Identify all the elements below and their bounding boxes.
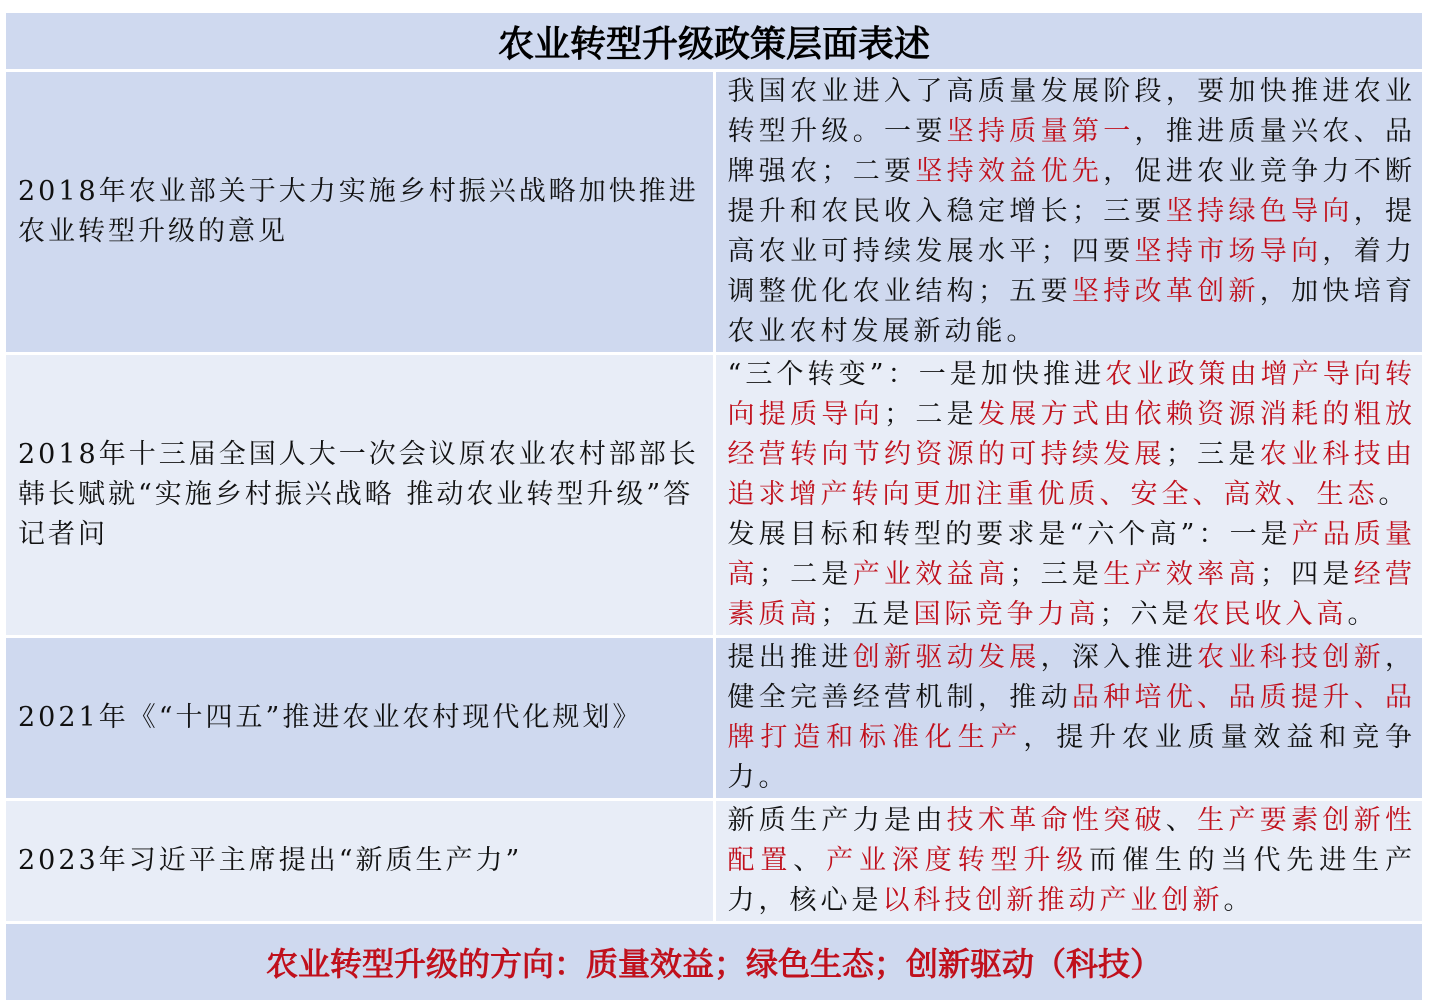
highlighted-text: 坚持效益优先 [915, 156, 1104, 187]
highlighted-text: 国际竞争力高 [913, 599, 1100, 630]
body-text: ，健全完善经营机制，推动 [727, 642, 1417, 713]
policy-source: 2018年农业部关于大力实施乡村振兴战略加快推进农业转型升级的意见 [5, 71, 715, 354]
body-text: ；二是 [884, 399, 978, 430]
body-text: 而催生的当代先进生产力，核心是 [727, 845, 1416, 916]
body-text: 我国农业进入了高质量发展阶段，要加快推进农业转型升级。一要 [727, 76, 1416, 147]
highlighted-text: 技术革命性突破 [946, 805, 1166, 836]
highlighted-text: 品种培优、品质提升、品牌打造和标准化生产 [727, 682, 1417, 753]
policy-content [714, 71, 1424, 354]
highlighted-text: 坚持改革创新 [1071, 276, 1260, 307]
body-text: “三个转变”：一是加快推进 [727, 359, 1106, 390]
highlighted-text: 生产效率高 [1103, 559, 1260, 590]
body-text: ，推进质量兴农、品牌强农；二要 [727, 116, 1417, 187]
highlighted-text: 农民收入高 [1192, 599, 1348, 630]
table-row [5, 637, 1424, 800]
title-row [5, 12, 1424, 71]
highlighted-text: 农业政策由增产导向转向提质导向 [727, 359, 1417, 430]
body-text: ，提升农业质量效益和竞争力。 [727, 722, 1416, 793]
body-text: ；三是 [1009, 559, 1104, 590]
highlighted-text: 坚持绿色导向 [1165, 196, 1354, 227]
highlighted-text: 生产要素创新性配置 [727, 805, 1417, 876]
highlighted-text: 发展方式由依赖资源消耗的粗放经营转向节约资源的可持续发展 [727, 399, 1417, 470]
body-text: ；五是 [820, 599, 914, 630]
highlighted-text: 创新驱动发展 [852, 642, 1041, 673]
policy-table-container [3, 10, 1425, 1003]
body-text: 新质生产力是由 [727, 805, 947, 836]
policy-source: 2018年十三届全国人大一次会议原农业农村部部长韩长赋就“实施乡村振兴战略 推动农业转型升级”答记者问 [5, 354, 715, 637]
body-text: 提出推进 [727, 642, 853, 673]
highlighted-text: 农业科技创新 [1197, 642, 1386, 673]
body-text: ；二是 [758, 559, 853, 590]
highlighted-text: 经营素质高 [727, 559, 1417, 630]
highlighted-text: 农业科技由追求增产转向更加注重优质、安全、高效、生态 [727, 439, 1417, 510]
table-row [5, 354, 1424, 637]
policy-content [714, 637, 1424, 800]
policy-content [714, 354, 1424, 637]
table-title: 农业转型升级政策层面表述 [5, 12, 1424, 71]
body-text: 。 [1347, 599, 1379, 630]
policy-table [3, 10, 1425, 1003]
body-text: 。 [1223, 885, 1255, 916]
conclusion-text: 农业转型升级的方向：质量效益；绿色生态；创新驱动（科技） [5, 923, 1424, 1002]
highlighted-text: 产业效益高 [852, 559, 1010, 590]
policy-content [714, 800, 1424, 923]
highlighted-text: 以科技创新推动产业创新 [882, 885, 1224, 916]
highlighted-text: 坚持市场导向 [1134, 236, 1323, 267]
body-text: 发展目标和转型的要求是“六个高”：一是 [727, 519, 1292, 550]
body-text: ，加快培育农业农村发展新动能。 [727, 276, 1417, 347]
body-text: 、 [1165, 805, 1198, 836]
policy-source: 2021年《“十四五”推进农业农村现代化规划》 [5, 637, 715, 800]
body-text: ，促进农业竞争力不断提升和农民收入稳定增长；三要 [727, 156, 1417, 227]
body-text: ；四是 [1259, 559, 1354, 590]
highlighted-text: 坚持质量第一 [946, 116, 1135, 147]
table-row [5, 800, 1424, 923]
body-text: 、 [793, 845, 827, 876]
footer-row [5, 923, 1424, 1002]
policy-source: 2023年习近平主席提出“新质生产力” [5, 800, 715, 923]
body-text: ，着力调整优化农业结构；五要 [727, 236, 1417, 307]
body-text: 。 [1378, 479, 1410, 510]
body-text: ；三是 [1165, 439, 1260, 470]
body-text: ；六是 [1099, 599, 1193, 630]
highlighted-text: 产业深度转型升级 [826, 845, 1090, 876]
body-text: ，深入推进 [1040, 642, 1198, 673]
body-text: ，提高农业可持续发展水平；四要 [727, 196, 1417, 267]
highlighted-text: 产品质量高 [727, 519, 1417, 590]
table-row [5, 71, 1424, 354]
